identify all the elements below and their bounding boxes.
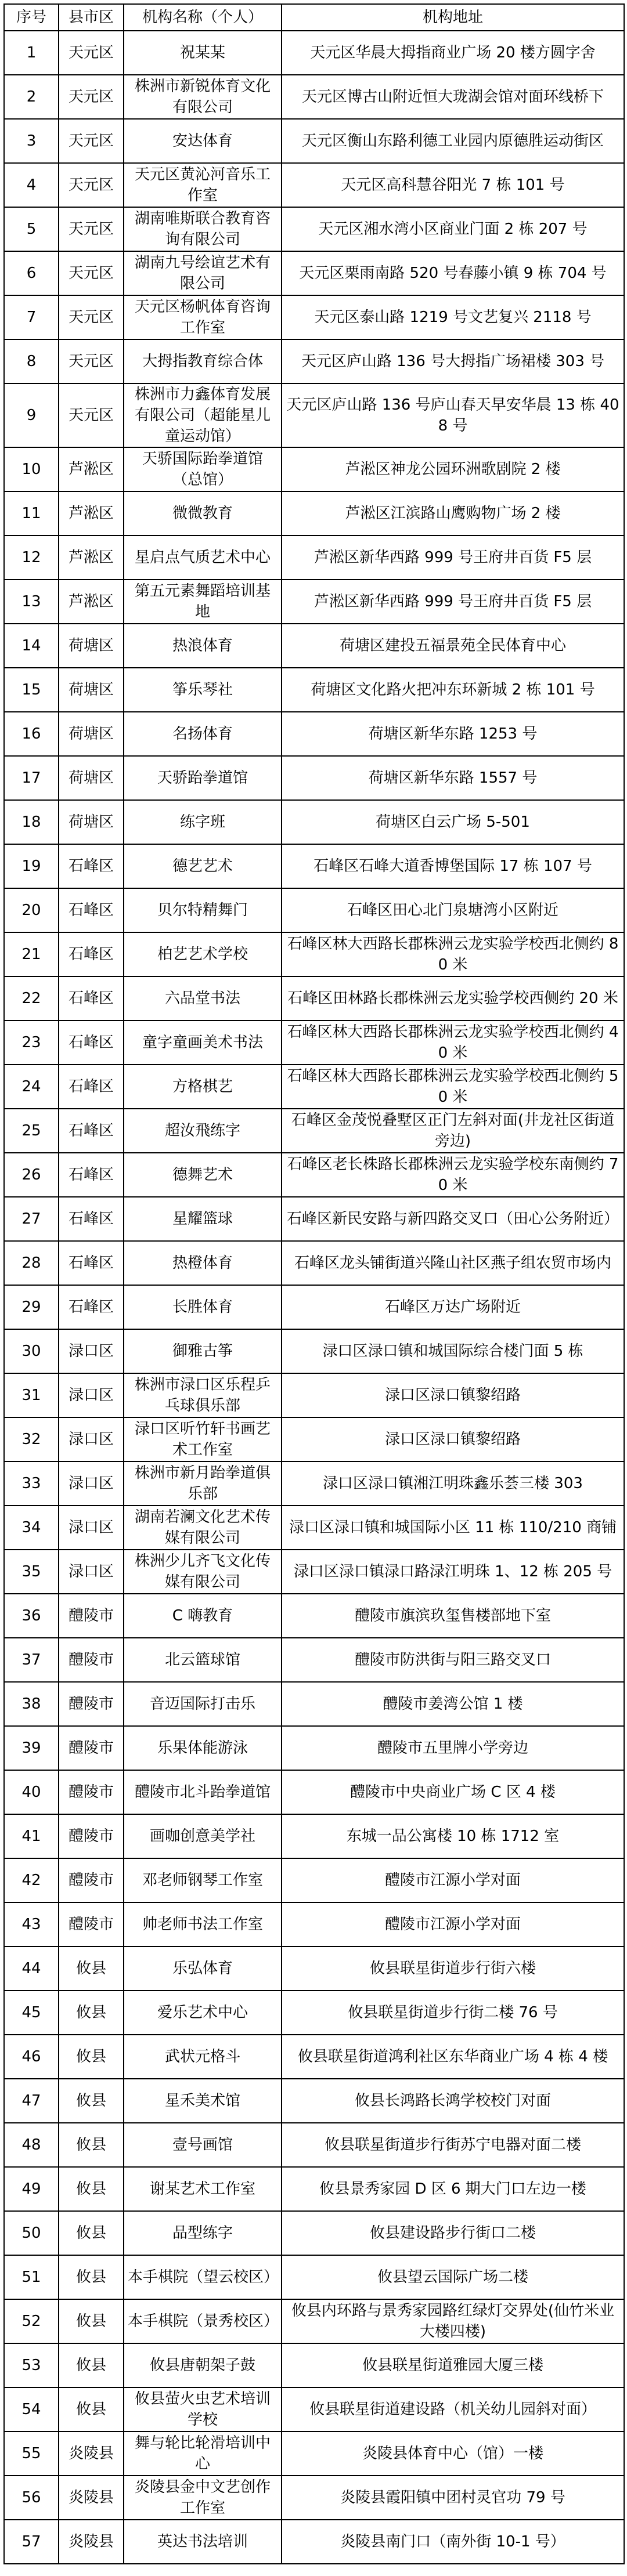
row-institution-name: 渌口区听竹轩书画艺术工作室 [124,1417,282,1461]
row-institution-name: 祝某某 [124,31,282,75]
row-address: 石峰区林大西路长郡株洲云龙实验学校西北侧约 80 米 [282,932,624,976]
row-address: 芦淞区神龙公园环洲歌剧院 2 楼 [282,447,624,491]
row-index: 33 [4,1461,59,1506]
row-index: 50 [4,2211,59,2255]
row-index: 14 [4,624,59,668]
row-address: 醴陵市防洪街与阳三路交叉口 [282,1638,624,1682]
table-row [4,163,624,207]
table-row [4,2520,624,2564]
row-district: 石峰区 [59,976,124,1021]
row-index: 5 [4,207,59,251]
row-address: 石峰区新民安路与新四路交叉口（田心公务附近） [282,1197,624,1241]
row-district: 荷塘区 [59,668,124,712]
table-row [4,2432,624,2476]
row-index: 19 [4,844,59,888]
row-district: 攸县 [59,2079,124,2123]
row-district: 攸县 [59,2123,124,2167]
table-row [4,383,624,447]
table-row [4,2387,624,2432]
row-index: 55 [4,2432,59,2476]
table-row [4,119,624,163]
row-address: 天元区高科慧谷阳光 7 栋 101 号 [282,163,624,207]
table-row [4,580,624,624]
row-index: 42 [4,1858,59,1902]
row-institution-name: 德舞艺术 [124,1153,282,1197]
row-institution-name: 邓老师钢琴工作室 [124,1858,282,1902]
row-institution-name: 柏艺艺术学校 [124,932,282,976]
row-address: 醴陵市中央商业广场 C 区 4 楼 [282,1770,624,1814]
table-row [4,2167,624,2211]
table-row [4,1858,624,1902]
row-index: 26 [4,1153,59,1197]
row-address: 天元区衡山东路利德工业园内原德胜运动街区 [282,119,624,163]
table-row [4,800,624,844]
row-district: 石峰区 [59,1153,124,1197]
row-institution-name: 热橙体育 [124,1241,282,1285]
row-district: 醴陵市 [59,1858,124,1902]
row-index: 49 [4,2167,59,2211]
row-institution-name: 天元区黄沁河音乐工作室 [124,163,282,207]
row-address: 攸县景秀家园 D 区 6 期大门口左边一楼 [282,2167,624,2211]
row-district: 攸县 [59,2255,124,2299]
row-institution-name: 天骄跆拳道馆 [124,756,282,800]
row-institution-name: 超汝飛练字 [124,1109,282,1153]
row-institution-name: 贝尔特精舞门 [124,888,282,932]
row-institution-name: 御雅古筝 [124,1329,282,1373]
row-index: 18 [4,800,59,844]
row-index: 48 [4,2123,59,2167]
row-address: 醴陵市五里牌小学旁边 [282,1726,624,1770]
row-district: 渌口区 [59,1461,124,1506]
row-district: 渌口区 [59,1417,124,1461]
row-district: 炎陵县 [59,2476,124,2520]
row-district: 石峰区 [59,1109,124,1153]
row-institution-name: 六品堂书法 [124,976,282,1021]
row-index: 4 [4,163,59,207]
row-index: 54 [4,2387,59,2432]
row-address: 醴陵市姜湾公馆 1 楼 [282,1682,624,1726]
table-row [4,624,624,668]
row-institution-name: 炎陵县金中文艺创作工作室 [124,2476,282,2520]
row-index: 47 [4,2079,59,2123]
row-index: 56 [4,2476,59,2520]
row-index: 3 [4,119,59,163]
row-district: 攸县 [59,1991,124,2035]
row-institution-name: 星禾美术馆 [124,2079,282,2123]
table-row [4,75,624,119]
row-index: 8 [4,339,59,383]
table-row [4,2476,624,2520]
row-institution-name: 武状元格斗 [124,2035,282,2079]
row-institution-name: 长胜体育 [124,1285,282,1329]
row-address: 天元区湘水湾小区商业门面 2 栋 207 号 [282,207,624,251]
table-row [4,2123,624,2167]
row-address: 天元区庐山路 136 号大拇指广场裙楼 303 号 [282,339,624,383]
row-address: 石峰区林大西路长郡株洲云龙实验学校西北侧约 50 米 [282,1065,624,1109]
table-row [4,1197,624,1241]
row-index: 29 [4,1285,59,1329]
row-district: 石峰区 [59,932,124,976]
row-address: 攸县联星街道步行街苏宁电器对面二楼 [282,2123,624,2167]
table-row [4,1814,624,1858]
row-address: 荷塘区新华东路 1253 号 [282,712,624,756]
row-address: 天元区庐山路 136 号庐山春天早安华晨 13 栋 408 号 [282,383,624,447]
row-district: 攸县 [59,2387,124,2432]
table-row [4,1065,624,1109]
row-district: 渌口区 [59,1506,124,1550]
row-index: 12 [4,536,59,580]
row-index: 35 [4,1550,59,1594]
row-address: 攸县内环路与景秀家园路红绿灯交界处(仙竹米业大楼四楼) [282,2299,624,2343]
row-address: 荷塘区文化路火把冲东环新城 2 栋 101 号 [282,668,624,712]
row-district: 天元区 [59,119,124,163]
table-row [4,1153,624,1197]
row-index: 7 [4,295,59,339]
table-row [4,1506,624,1550]
row-district: 攸县 [59,2299,124,2343]
header-index: 序号 [4,4,59,31]
row-index: 22 [4,976,59,1021]
row-address: 石峰区万达广场附近 [282,1285,624,1329]
row-address: 天元区栗雨南路 520 号春藤小镇 9 栋 704 号 [282,251,624,295]
row-index: 9 [4,383,59,447]
row-address: 攸县联星街道步行街二楼 76 号 [282,1991,624,2035]
row-institution-name: 方格棋艺 [124,1065,282,1109]
row-address: 醴陵市江源小学对面 [282,1858,624,1902]
row-institution-name: 攸县萤火虫艺术培训学校 [124,2387,282,2432]
row-institution-name: 湖南若澜文化艺术传媒有限公司 [124,1506,282,1550]
row-institution-name: 舞与轮比轮滑培训中心 [124,2432,282,2476]
row-index: 32 [4,1417,59,1461]
table-row [4,2255,624,2299]
row-address: 天元区华晨大拇指商业广场 20 楼方圆字舍 [282,31,624,75]
row-address: 石峰区林大西路长郡株洲云龙实验学校西北侧约 40 米 [282,1021,624,1065]
table-row [4,2035,624,2079]
row-address: 炎陵县霞阳镇中团村灵官功 79 号 [282,2476,624,2520]
row-institution-name: 帅老师书法工作室 [124,1902,282,1947]
row-district: 芦淞区 [59,580,124,624]
row-address: 醴陵市江源小学对面 [282,1902,624,1947]
table-row [4,2343,624,2387]
row-address: 渌口区渌口镇黎绍路 [282,1373,624,1417]
row-index: 1 [4,31,59,75]
row-district: 炎陵县 [59,2432,124,2476]
row-institution-name: 天元区杨帆体育咨询工作室 [124,295,282,339]
row-address: 渌口区渌口镇湘江明珠鑫乐荟三楼 303 [282,1461,624,1506]
row-address: 渌口区渌口镇和城国际小区 11 栋 110/210 商铺 [282,1506,624,1550]
row-district: 石峰区 [59,1285,124,1329]
row-address: 渌口区渌口镇渌口路渌江明珠 1、12 栋 205 号 [282,1550,624,1594]
row-address: 芦淞区新华西路 999 号王府井百货 F5 层 [282,580,624,624]
table-row [4,712,624,756]
row-address: 石峰区龙头铺街道兴隆山社区燕子组农贸市场内 [282,1241,624,1285]
row-institution-name: 北云篮球馆 [124,1638,282,1682]
row-institution-name: 名扬体育 [124,712,282,756]
table-header-row [4,4,624,31]
row-address: 石峰区石峰大道香博堡国际 17 栋 107 号 [282,844,624,888]
table-row [4,2211,624,2255]
row-index: 43 [4,1902,59,1947]
table-row [4,1638,624,1682]
row-index: 23 [4,1021,59,1065]
table-row [4,888,624,932]
row-institution-name: 乐果体能游泳 [124,1726,282,1770]
row-index: 39 [4,1726,59,1770]
row-district: 攸县 [59,2211,124,2255]
table-body [4,31,624,2564]
row-district: 石峰区 [59,1197,124,1241]
table-row [4,447,624,491]
row-index: 45 [4,1991,59,2035]
row-address: 石峰区田心北门泉塘湾小区附近 [282,888,624,932]
row-district: 天元区 [59,163,124,207]
row-district: 醴陵市 [59,1594,124,1638]
row-institution-name: 星耀篮球 [124,1197,282,1241]
row-index: 38 [4,1682,59,1726]
row-address: 攸县联星街道建设路（机关幼儿园斜对面） [282,2387,624,2432]
table-row [4,1682,624,1726]
row-address: 炎陵县体育中心（馆）一楼 [282,2432,624,2476]
table-row [4,1109,624,1153]
row-institution-name: 微微教育 [124,491,282,536]
row-address: 芦淞区江滨路山鹰购物广场 2 楼 [282,491,624,536]
row-address: 渌口区渌口镇和城国际综合楼门面 5 栋 [282,1329,624,1373]
row-institution-name: 第五元素舞蹈培训基地 [124,580,282,624]
table-row [4,536,624,580]
row-index: 2 [4,75,59,119]
table-row [4,756,624,800]
row-institution-name: 爱乐艺术中心 [124,1991,282,2035]
table-row [4,1726,624,1770]
row-institution-name: 壹号画馆 [124,2123,282,2167]
row-index: 52 [4,2299,59,2343]
row-institution-name: 童字童画美术书法 [124,1021,282,1065]
row-institution-name: 练字班 [124,800,282,844]
row-district: 石峰区 [59,844,124,888]
row-institution-name: 湖南九号绘谊艺术有限公司 [124,251,282,295]
row-index: 51 [4,2255,59,2299]
row-institution-name: 星启点气质艺术中心 [124,536,282,580]
row-district: 芦淞区 [59,536,124,580]
table-row [4,976,624,1021]
row-index: 11 [4,491,59,536]
row-institution-name: 筝乐琴社 [124,668,282,712]
table-row [4,339,624,383]
row-index: 57 [4,2520,59,2564]
row-district: 荷塘区 [59,624,124,668]
row-institution-name: 画咖创意美学社 [124,1814,282,1858]
row-institution-name: C 嗨教育 [124,1594,282,1638]
row-address: 攸县联星街道雅园大厦三楼 [282,2343,624,2387]
table-row [4,1373,624,1417]
row-district: 石峰区 [59,888,124,932]
row-index: 21 [4,932,59,976]
row-district: 炎陵县 [59,2520,124,2564]
row-institution-name: 本手棋院（望云校区） [124,2255,282,2299]
row-index: 53 [4,2343,59,2387]
row-district: 醴陵市 [59,1682,124,1726]
header-address: 机构地址 [282,4,624,31]
row-index: 16 [4,712,59,756]
table-row [4,1594,624,1638]
row-institution-name: 德艺艺术 [124,844,282,888]
row-index: 6 [4,251,59,295]
table-row [4,668,624,712]
row-index: 40 [4,1770,59,1814]
row-district: 天元区 [59,339,124,383]
row-district: 天元区 [59,207,124,251]
row-district: 攸县 [59,1947,124,1991]
row-institution-name: 安达体育 [124,119,282,163]
table-row [4,1770,624,1814]
row-index: 31 [4,1373,59,1417]
table-row [4,251,624,295]
row-district: 天元区 [59,31,124,75]
row-institution-name: 本手棋院（景秀校区） [124,2299,282,2343]
table-row [4,2079,624,2123]
row-district: 渌口区 [59,1329,124,1373]
row-address: 石峰区田林路长郡株洲云龙实验学校西侧约 20 米 [282,976,624,1021]
row-district: 醴陵市 [59,1814,124,1858]
row-address: 醴陵市旗滨玖玺售楼部地下室 [282,1594,624,1638]
table-row [4,1991,624,2035]
row-institution-name: 英达书法培训 [124,2520,282,2564]
row-address: 渌口区渌口镇黎绍路 [282,1417,624,1461]
row-address: 攸县长鸿路长鸿学校校门对面 [282,2079,624,2123]
row-index: 24 [4,1065,59,1109]
row-institution-name: 攸县唐朝架子鼓 [124,2343,282,2387]
row-index: 15 [4,668,59,712]
row-district: 攸县 [59,2167,124,2211]
row-district: 石峰区 [59,1065,124,1109]
table-row [4,844,624,888]
row-index: 37 [4,1638,59,1682]
row-index: 28 [4,1241,59,1285]
row-institution-name: 品型练字 [124,2211,282,2255]
row-address: 攸县望云国际广场二楼 [282,2255,624,2299]
row-institution-name: 天骄国际跆拳道馆（总馆） [124,447,282,491]
table-row [4,31,624,75]
table-row [4,1550,624,1594]
row-address: 石峰区老长株路长郡株洲云龙实验学校东南侧约 70 米 [282,1153,624,1197]
row-institution-name: 乐弘体育 [124,1947,282,1991]
row-district: 醴陵市 [59,1726,124,1770]
table-row [4,932,624,976]
row-index: 46 [4,2035,59,2079]
table-row [4,2299,624,2343]
table-row [4,1241,624,1285]
row-address: 荷塘区新华东路 1557 号 [282,756,624,800]
row-index: 30 [4,1329,59,1373]
row-district: 石峰区 [59,1241,124,1285]
table-row [4,491,624,536]
row-index: 27 [4,1197,59,1241]
row-district: 芦淞区 [59,447,124,491]
row-institution-name: 醴陵市北斗跆拳道馆 [124,1770,282,1814]
table-row [4,1285,624,1329]
row-address: 东城一品公寓楼 10 栋 1712 室 [282,1814,624,1858]
institution-table-container [3,3,625,2564]
row-institution-name: 株洲市新锐体育文化有限公司 [124,75,282,119]
row-district: 荷塘区 [59,712,124,756]
row-index: 34 [4,1506,59,1550]
table-row [4,1329,624,1373]
row-index: 44 [4,1947,59,1991]
row-index: 20 [4,888,59,932]
row-index: 41 [4,1814,59,1858]
row-institution-name: 谢某艺术工作室 [124,2167,282,2211]
table-row [4,1461,624,1506]
table-row [4,295,624,339]
row-institution-name: 热浪体育 [124,624,282,668]
row-district: 攸县 [59,2343,124,2387]
row-address: 攸县联星街道步行街六楼 [282,1947,624,1991]
row-index: 25 [4,1109,59,1153]
institution-table [3,3,625,2564]
row-address: 荷塘区白云广场 5-501 [282,800,624,844]
row-address: 石峰区金茂悦叠墅区正门左斜对面(井龙社区街道旁边) [282,1109,624,1153]
header-institution-name: 机构名称（个人） [124,4,282,31]
row-institution-name: 大拇指教育综合体 [124,339,282,383]
row-district: 醴陵市 [59,1638,124,1682]
row-address: 攸县联星街道鸿利社区东华商业广场 4 栋 4 楼 [282,2035,624,2079]
row-index: 10 [4,447,59,491]
row-index: 17 [4,756,59,800]
row-institution-name: 株洲市渌口区乐程乒乓球俱乐部 [124,1373,282,1417]
row-district: 天元区 [59,383,124,447]
row-institution-name: 湖南唯斯联合教育咨询有限公司 [124,207,282,251]
header-district: 县市区 [59,4,124,31]
row-district: 荷塘区 [59,756,124,800]
row-district: 醴陵市 [59,1770,124,1814]
row-address: 天元区泰山路 1219 号文艺复兴 2118 号 [282,295,624,339]
row-district: 天元区 [59,295,124,339]
row-address: 炎陵县南门口（南外街 10-1 号） [282,2520,624,2564]
table-row [4,1021,624,1065]
row-district: 荷塘区 [59,800,124,844]
row-institution-name: 音迈国际打击乐 [124,1682,282,1726]
row-district: 渌口区 [59,1550,124,1594]
row-index: 36 [4,1594,59,1638]
row-address: 荷塘区建投五福景苑全民体育中心 [282,624,624,668]
table-row [4,1417,624,1461]
row-index: 13 [4,580,59,624]
row-district: 天元区 [59,75,124,119]
row-address: 攸县建设路步行街口二楼 [282,2211,624,2255]
row-institution-name: 株洲市力鑫体育发展有限公司（超能星儿童运动馆） [124,383,282,447]
row-district: 天元区 [59,251,124,295]
row-district: 石峰区 [59,1021,124,1065]
row-institution-name: 株洲少儿齐飞文化传媒有限公司 [124,1550,282,1594]
table-row [4,1947,624,1991]
row-address: 天元区博古山附近恒大珑湖会馆对面环线桥下 [282,75,624,119]
table-row [4,1902,624,1947]
row-institution-name: 株洲市新月跆拳道俱乐部 [124,1461,282,1506]
row-address: 芦淞区新华西路 999 号王府井百货 F5 层 [282,536,624,580]
row-district: 攸县 [59,2035,124,2079]
row-district: 芦淞区 [59,491,124,536]
table-row [4,207,624,251]
row-district: 渌口区 [59,1373,124,1417]
row-district: 醴陵市 [59,1902,124,1947]
